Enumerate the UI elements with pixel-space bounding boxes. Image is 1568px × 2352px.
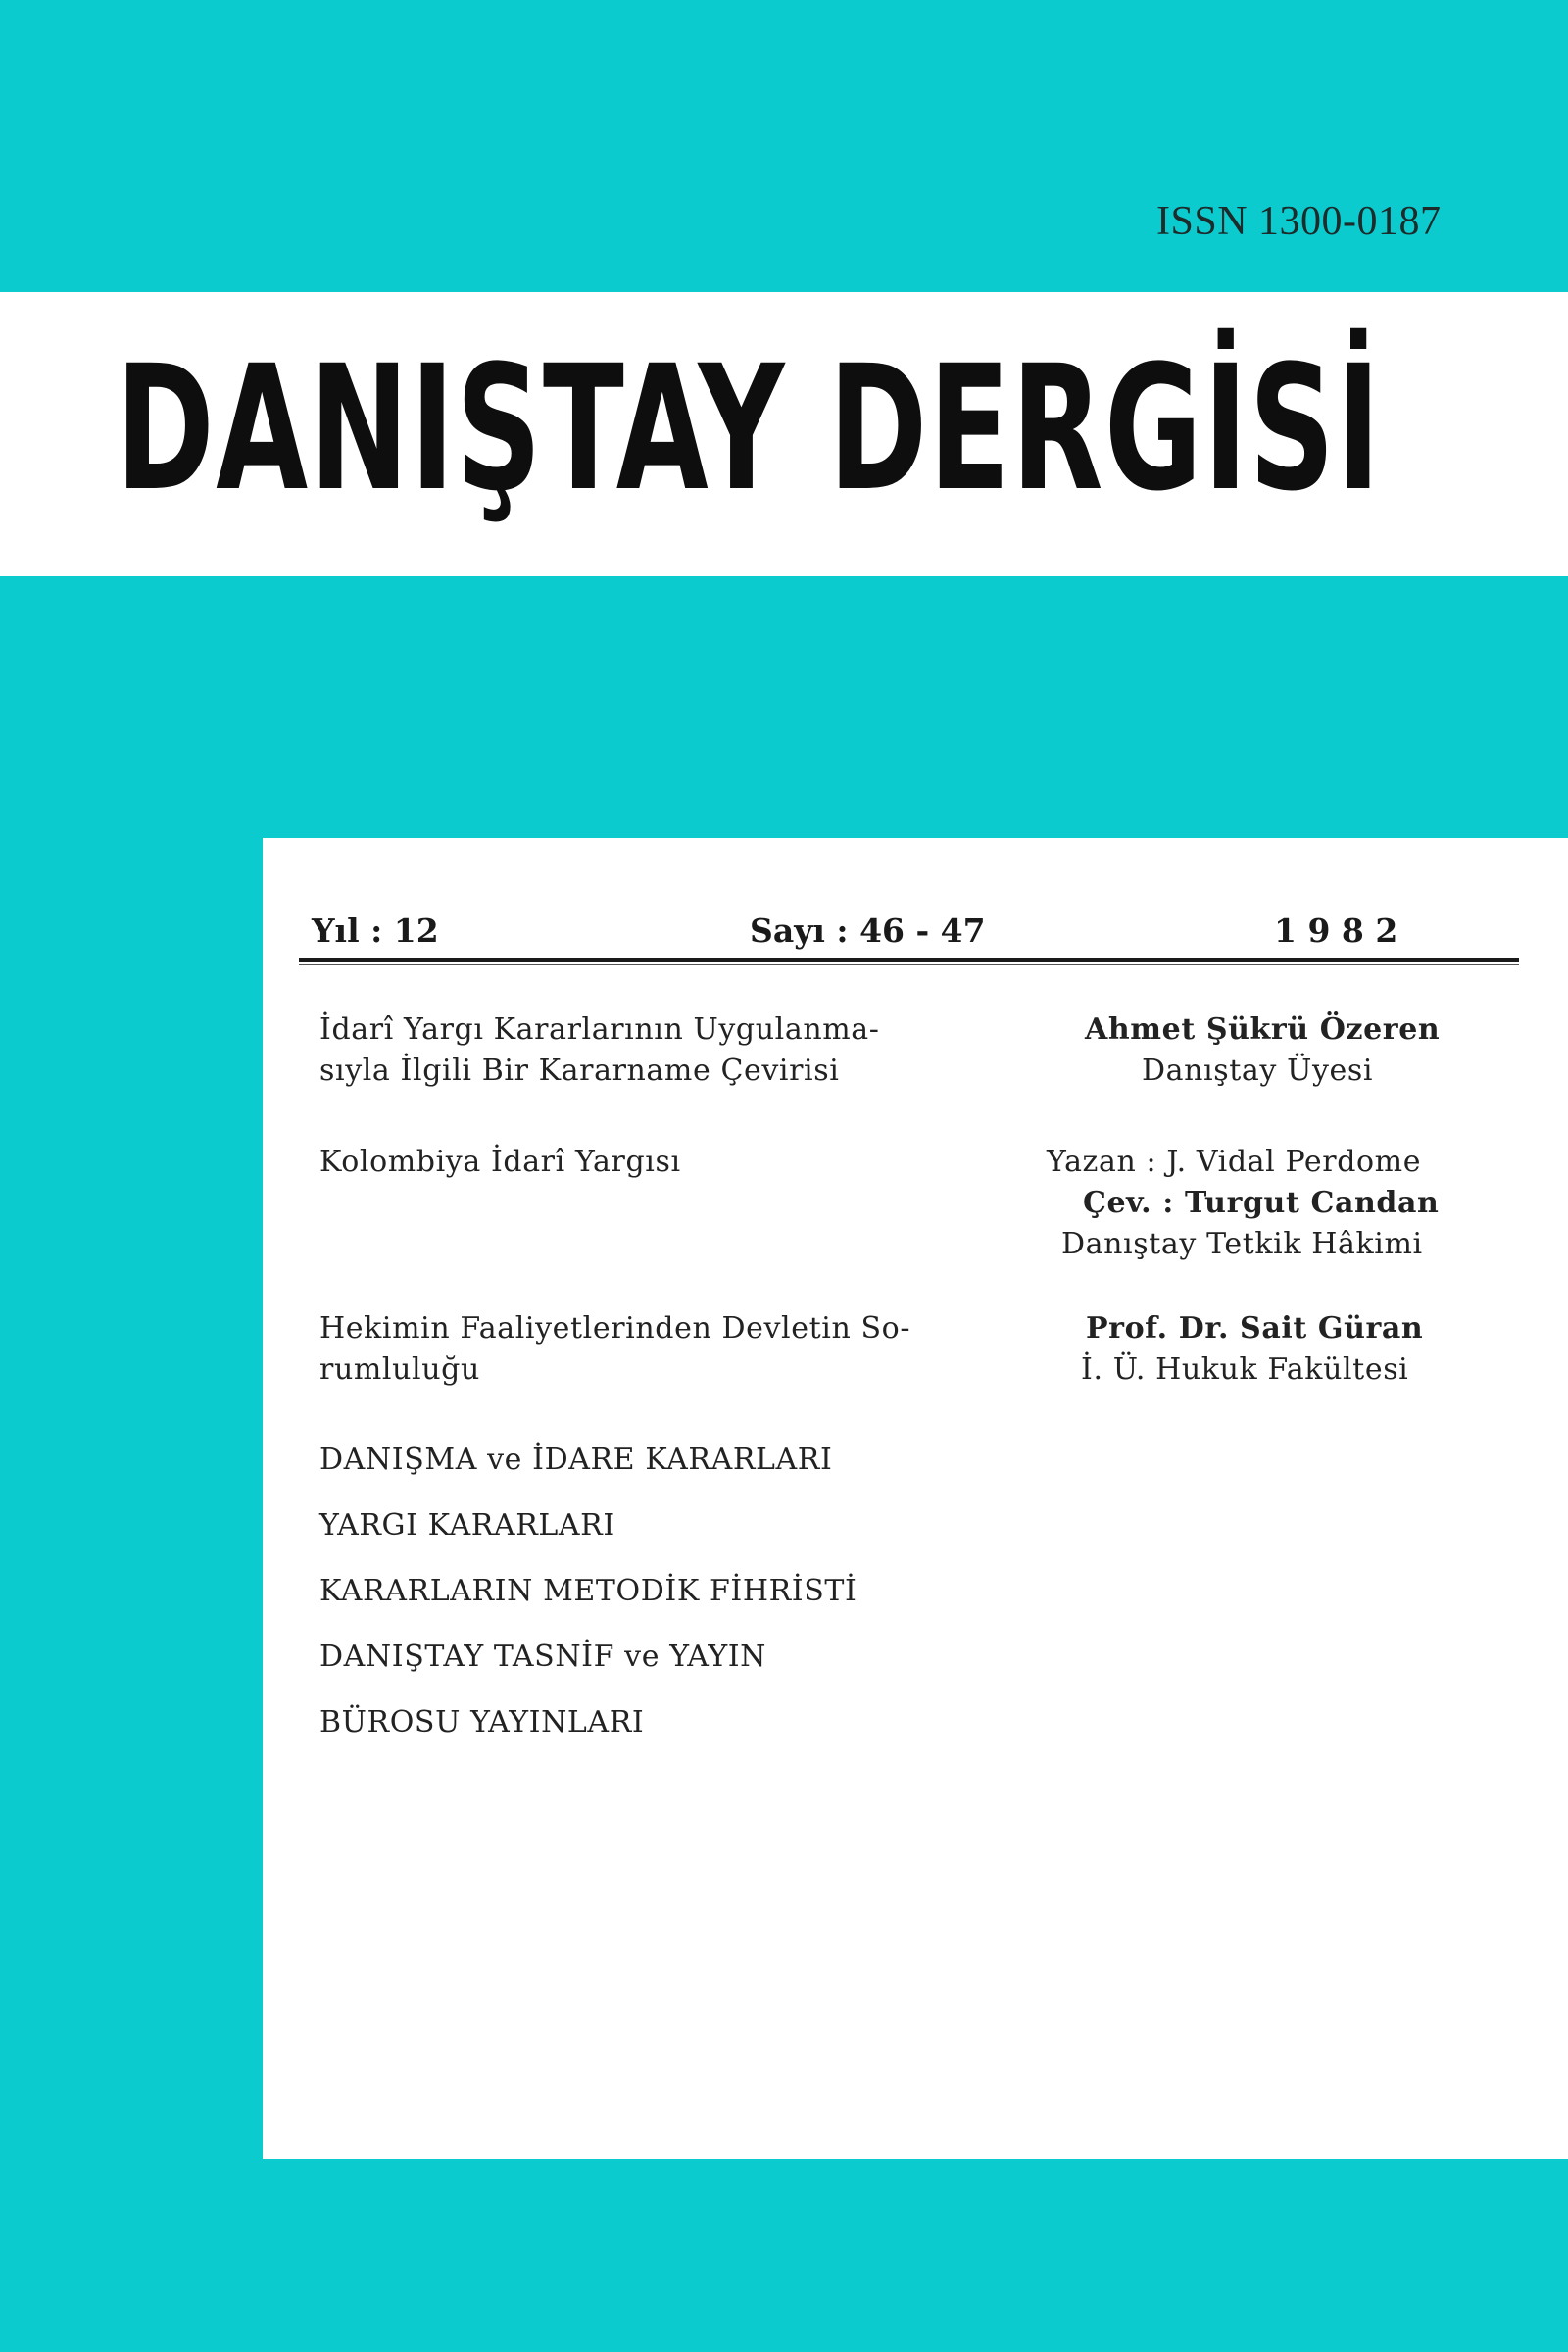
section-metodik-fihrist: KARARLARIN METODİK FİHRİSTİ xyxy=(319,1574,858,1608)
article-2-author: Yazan : J. Vidal Perdome xyxy=(1047,1145,1422,1179)
section-buro-yayinlari: BÜROSU YAYINLARI xyxy=(319,1705,645,1740)
article-1-title-line-2: sıyla İlgili Bir Kararname Çevirisi xyxy=(319,1054,840,1088)
article-1-title-line-1: İdarî Yargı Kararlarının Uygulanma- xyxy=(319,1012,880,1047)
article-2-translator-role: Danıştay Tetkik Hâkimi xyxy=(1061,1227,1423,1261)
article-3-title-line-1: Hekimin Faaliyetlerinden Devletin So- xyxy=(319,1311,911,1346)
article-2-translator: Çev. : Turgut Candan xyxy=(1083,1186,1440,1220)
header-rule-thin xyxy=(299,964,1519,965)
article-3-title-line-2: rumluluğu xyxy=(319,1352,480,1387)
article-3-author: Prof. Dr. Sait Güran xyxy=(1086,1311,1424,1346)
issue-year-label: Yıl : 12 xyxy=(312,911,439,950)
section-tasnif-yayin: DANIŞTAY TASNİF ve YAYIN xyxy=(319,1640,767,1674)
issue-number: Sayı : 46 - 47 xyxy=(750,911,986,950)
section-yargi-kararlari: YARGI KARARLARI xyxy=(319,1508,615,1543)
article-1-author-role: Danıştay Üyesi xyxy=(1142,1054,1374,1088)
article-1-author: Ahmet Şükrü Özeren xyxy=(1085,1012,1441,1047)
header-rule xyxy=(299,958,1519,962)
issn-number: ISSN 1300-0187 xyxy=(1156,199,1442,244)
article-2-title: Kolombiya İdarî Yargısı xyxy=(319,1145,681,1179)
journal-title: DANIŞTAY DERGİSİ xyxy=(116,328,1382,529)
issue-date: 1 9 8 2 xyxy=(1274,911,1398,950)
article-3-author-affiliation: İ. Ü. Hukuk Fakültesi xyxy=(1081,1352,1409,1387)
section-danisma-idare: DANIŞMA ve İDARE KARARLARI xyxy=(319,1443,833,1477)
